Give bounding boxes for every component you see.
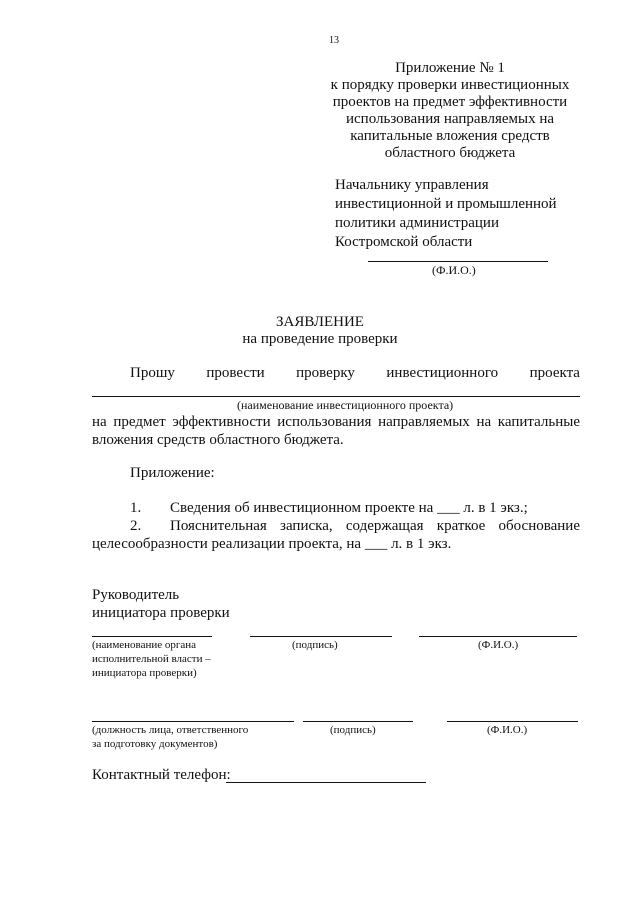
fio-caption: (Ф.И.О.)	[478, 639, 519, 651]
attachment-number: 1.	[130, 500, 142, 516]
appendix-line: к порядку проверки инвестиционных	[330, 77, 570, 93]
request-word: инвестиционного	[386, 365, 499, 381]
appendix-line: капитальные вложения средств	[350, 128, 550, 144]
attachment-text: целесообразности реализации проекта, на ___ л. в 1 экз.	[92, 536, 452, 552]
signature-caption: (подпись)	[330, 724, 376, 736]
addressee-line: инвестиционной и промышленной	[335, 196, 557, 212]
document-subtitle: на проведение проверки	[242, 331, 398, 347]
project-name-caption: (наименование инвестиционного проекта)	[237, 398, 454, 412]
addressee-fio-line	[368, 261, 548, 262]
contact-phone-line	[226, 782, 426, 783]
position-line	[92, 721, 294, 722]
attachments-title: Приложение:	[130, 465, 215, 481]
request-first-line	[130, 364, 580, 383]
addressee-block	[335, 176, 595, 252]
addressee-fio-caption: (Ф.И.О.)	[432, 263, 476, 277]
appendix-line: проектов на предмет эффективности	[332, 94, 568, 110]
appendix-line: областного бюджета	[384, 145, 516, 161]
addressee-line: Костромской области	[335, 234, 473, 250]
request-word: проекта	[529, 365, 580, 381]
fio-line	[419, 636, 577, 637]
signature-line	[250, 636, 392, 637]
appendix-block	[300, 60, 600, 162]
request-word: Прошу	[130, 365, 175, 381]
caption-line: за подготовку документов)	[92, 738, 218, 750]
request-word: проверку	[296, 365, 355, 381]
attachment-text: Пояснительная записка, содержащая краткое обоснование	[170, 518, 580, 534]
signature-line	[303, 721, 413, 722]
fio-line	[447, 721, 578, 722]
caption-line: (наименование органа	[92, 639, 197, 651]
signature-head: инициатора проверки	[92, 605, 230, 621]
appendix-line: использования направляемых на	[345, 111, 555, 127]
fio-caption: (Ф.И.О.)	[487, 724, 528, 736]
attachment-number: 2.	[130, 518, 142, 534]
page-number: 13	[329, 35, 339, 46]
org-name-caption	[92, 638, 211, 680]
request-continuation: вложения средств областного бюджета.	[92, 432, 344, 448]
position-caption	[92, 723, 248, 751]
caption-line: инициатора проверки)	[92, 667, 197, 679]
attachment-text: Сведения об инвестиционном проекте на ___ л. в 1 экз.;	[170, 500, 528, 516]
signature-caption: (подпись)	[292, 639, 338, 651]
project-name-line	[92, 396, 580, 397]
org-name-line	[92, 636, 212, 637]
document-title: ЗАЯВЛЕНИЕ	[276, 314, 364, 330]
caption-line: исполнительной власти –	[92, 653, 211, 665]
contact-phone-label: Контактный телефон:	[92, 767, 231, 783]
request-word: провести	[206, 365, 265, 381]
addressee-line: Начальнику управления	[335, 177, 489, 193]
caption-line: (должность лица, ответственного	[92, 724, 249, 736]
addressee-line: политики администрации	[335, 215, 499, 231]
request-continuation: на предмет эффективности использования направляемых на капитальные	[92, 414, 580, 430]
signature-head: Руководитель	[92, 587, 180, 603]
appendix-title: Приложение № 1	[395, 60, 505, 76]
